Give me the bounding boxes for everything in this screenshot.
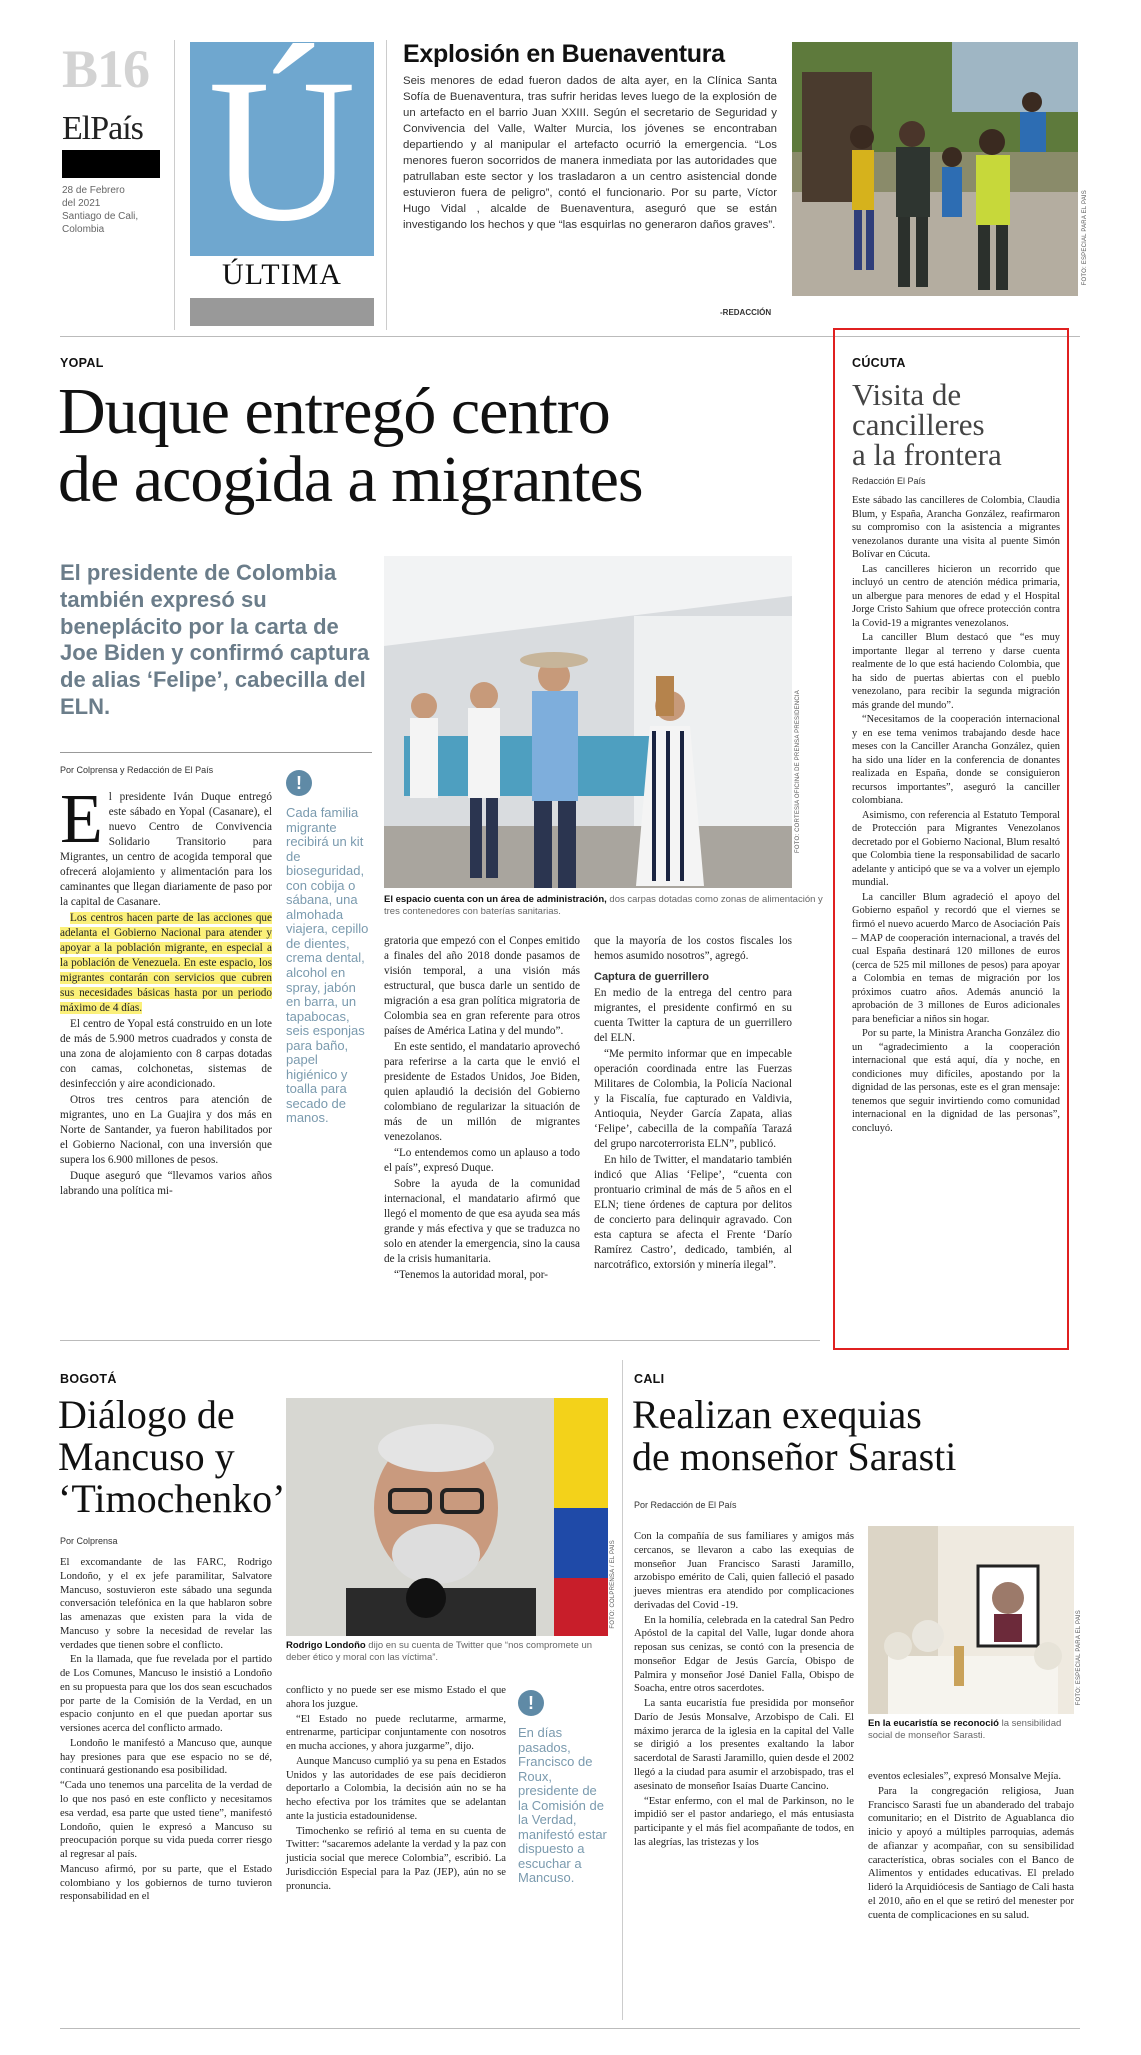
bogota-col2 xyxy=(286,1684,506,1894)
date-line: del 2021 xyxy=(62,198,101,209)
main-byline: Por Colprensa y Redacción de El País xyxy=(60,765,214,775)
main-col3 xyxy=(594,934,792,1274)
bogota-headline xyxy=(58,1394,285,1520)
paragraph: El excomandante de las FARC, Rodrigo Londoño, y el ex jefe paramilitar, Salvatore Mancuso, sostuvieron este sábado una segunda conversación telefónica en la que hablaron sobre las amenazas que existen para la vida de Mancuso y sobre la necesidad de revelar las verdades que tienen sobre el conflicto. xyxy=(60,1557,272,1651)
cucuta-kicker: CÚCUTA xyxy=(852,356,906,370)
date-line: Colombia xyxy=(62,224,105,235)
bogota-kicker: BOGOTÁ xyxy=(60,1372,117,1386)
date-block xyxy=(62,184,138,236)
cali-photo xyxy=(868,1526,1074,1714)
cali-kicker: CALI xyxy=(634,1372,665,1386)
headline-line: cancilleres xyxy=(852,407,985,442)
top-story-body: Seis menores de edad fueron dados de alta ayer, en la Clínica Santa Sofía de Buenaventura, tras sufrir heridas leves luego de la explosión de un artefacto en el barrio Juan XXIII. Según el secretario de Seguridad y Convivencia del Valle, Walter Murcia, los jóvenes se encontraban departiendo y al manipular el artefacto ocurrió la emergencia. “Los menores fueron socorridos de manera inmediata por las autoridades que patrullaban este sector y los trasladaron a un centro asistencial donde estuvieron fuera de peligro”, contó el funcionario. Por su parte, Víctor Hugo Vidal , alcalde de Buenaventura, aseguró que se están investigando los hechos y que “las esquirlas no generaron daños graves”. xyxy=(403,75,777,231)
top-story-signature: -REDACCIÓN xyxy=(720,308,772,317)
headline-line: ‘Timochenko’ xyxy=(58,1476,286,1521)
main-col1 xyxy=(60,781,272,1200)
headline-line: de monseñor Sarasti xyxy=(632,1434,957,1479)
redaction-bar xyxy=(62,150,160,178)
bogota-photo xyxy=(286,1398,608,1636)
paragraph: En medio de la entrega del centro para migrantes, el presidente confirmó en su cuenta Twitter la captura de un guerrillero del ELN. xyxy=(594,986,792,1044)
top-story-title: Explosión en Buenaventura xyxy=(403,40,725,68)
headline-line: Diálogo de xyxy=(58,1392,235,1437)
main-quote: Cada familia migrante recibirá un kit de bioseguridad, con cobija o sábana, una almohada viajera, cepillo de dientes, crema dental, alcohol en spray, jabón en barra, un tapabocas, seis esponjas para baño, papel higiénico y toalla para secado de manos. xyxy=(286,805,369,1126)
paragraph: “El Estado no puede reclutarme, armarme, entrenarme, participar conjuntamente con nosotros en mucha acciones, y ahora juzgarme”, dijo. xyxy=(286,1713,506,1753)
section-logo-letter: Ú xyxy=(207,37,357,264)
date-line: Santiago de Cali, xyxy=(62,211,139,222)
paragraph: conflicto y no puede ser ese mismo Estado el que ahora los juzgue. xyxy=(286,1685,506,1710)
section-logo xyxy=(190,37,374,296)
date-line: 28 de Febrero xyxy=(62,185,125,196)
cali-photo-credit: FOTO: ESPECIAL PARA EL PAÍS xyxy=(1076,1610,1082,1706)
caption-bold: Rodrigo Londoño xyxy=(286,1640,366,1651)
paragraph: La santa eucaristía fue presidida por monseñor Darío de Jesús Monsalve, Arzobispo de Cali. El máximo jerarca de la iglesia en la capital del Valle se dirigió a los presentes exaltando la labor sacerdotal de Sarasti Jaramillo, quien desde el 2002 llegó a la ciudad para asumir el arzobispado, tras el asesinato de monseñor Isaías Duarte Cancino. xyxy=(634,1698,854,1792)
main-kicker: YOPAL xyxy=(60,356,104,370)
cali-col1 xyxy=(634,1530,854,1851)
paragraph: eventos eclesiales”, expresó Monsalve Mejía. xyxy=(868,1771,1061,1782)
paragraph: La canciller Blum agradeció el apoyo del Gobierno español y recordó que el viernes se firmó el nuevo acuerdo Marco de Asociación País – MAP de cooperación internacional, a través del cual España destinará 120 millones de euros (cerca de 525 mil millones de pesos) para apoyar a Colombia en temas de migración por los próximos cuatro años. Además anunció la aprobación de 3 millones de Euros adicionales para beneficiar a niños sin hogar. xyxy=(852,891,1060,1025)
headline-line: Duque entregó centro xyxy=(58,375,610,448)
headline-line: Realizan exequias xyxy=(632,1392,922,1437)
paragraph: Para la congregación religiosa, Juan Francisco Sarasti fue un abanderado del trabajo comunitario; en el Distrito de Aguablanca dio inicio y apoyó a múltiples parroquias, además de afianzar y acompañar, con su sensibilidad característica, obras sociales con el Banco de Alimentos y entidades educativas. El prelado lideró la Arquidiócesis de Santiago de Cali hasta el 2010, año en el que se retiró del menester por cuenta de complicaciones en su salud. xyxy=(868,1785,1074,1921)
paragraph: l presidente Iván Duque entregó este sábado en Yopal (Casanare), el nuevo Centro de Convivencia Solidario Transitorio para Migrantes, un centro de acogida temporal que ofrecerá alojamiento y alimentación para los caminantes que llegan diariamente de paso por la capital de Casanare. xyxy=(60,791,272,908)
section-logo-underbar xyxy=(190,298,374,326)
headline-line: de acogida a migrantes xyxy=(58,443,643,516)
top-photo-credit: FOTO: ESPECIAL PARA EL PAÍS xyxy=(1082,190,1088,286)
funeral-altar-image xyxy=(868,1526,1074,1714)
bogota-col1 xyxy=(60,1556,272,1905)
paragraph: “Lo entendemos como un aplauso a todo el país”, expresó Duque. xyxy=(384,1147,580,1174)
paper-logo: ElPaís xyxy=(62,110,143,147)
paragraph: que la mayoría de los costos fiscales los hemos asumido nosotros”, agregó. xyxy=(594,935,792,962)
cucuta-byline: Redacción El País xyxy=(852,476,926,486)
highlighted-paragraph: Los centros hacen parte de las acciones que adelanta el Gobierno Nacional para atender y apoyar a la población migrante, en especial a la población de Venezuela. En este espacio, los migrantes contarán con servicios que cubren sus necesidades básicas hasta por un periodo máximo de 4 días. xyxy=(60,912,272,1014)
police-scene-image xyxy=(792,42,1078,296)
section-logo-name: ÚLTIMA xyxy=(222,258,342,291)
paragraph: “Estar enfermo, con el mal de Parkinson, no le impidió ser el pastor andariego, el más entusiasta participante y el más fiel acompañante de todos, en las alegrías, las tristezas y los xyxy=(634,1795,854,1848)
cali-headline xyxy=(632,1394,956,1478)
paragraph: Este sábado las cancilleres de Colombia, Claudia Blum, y España, Arancha González, reafirmaron su compromiso con la asistencia a migrantes venezolanos durante una visita al puente Simón Bolívar en Cúcuta. xyxy=(852,495,1060,561)
londono-portrait-image xyxy=(286,1398,608,1636)
paragraph: “Me permito informar que en impecable operación coordinada entre las Fuerzas Militares de Colombia, la Policía Nacional y la Fiscalía, fue capturado en Valdivia, Antioquia, Neyder García Zapata, alias ‘Felipe’, cabecilla de la compañía Tarazá del grupo narcoterrorista ELN”, publicó. xyxy=(594,1047,792,1150)
main-photo-credit: FOTO: CORTESÍA OFICINA DE PRENSA PRESIDENCIA xyxy=(795,690,801,853)
top-story-photo xyxy=(792,42,1078,296)
paragraph: En la llamada, que fue revelada por el partido de Los Comunes, Mancuso le insistió a Londoño en su propuesta para que los dos sean escuchados por parte de la Comisión de la Verdad, en un espacio conjunto en el que puedan aportar sus versiones acerca del conflicto armado. xyxy=(60,1654,272,1735)
paragraph: Timochenko se refirió al tema en su cuenta de Twitter: “sacaremos adelante la verdad y la paz con justicia social que merece Colombia”, escribió. La Jurisdicción Especial para la Paz (JEP), aún no se pronuncia. xyxy=(286,1825,506,1892)
cucuta-body xyxy=(852,494,1060,1136)
headline-line: Visita de xyxy=(852,377,962,412)
caption-text: la sensibilidad social de monseñor Sarasti. xyxy=(868,1718,1062,1742)
migrant-center-image xyxy=(384,556,792,888)
paragraph: Otros tres centros para atención de migrantes, uno en La Guajira y dos más en Norte de Santander, ya fueron habilitados por el Gobierno Nacional, con una inversión que supera los 6.900 millones de pesos. xyxy=(60,1094,272,1166)
cali-col2 xyxy=(868,1770,1074,1923)
cucuta-headline xyxy=(852,377,1002,472)
bogota-caption xyxy=(286,1640,608,1665)
main-headline xyxy=(58,375,643,516)
paragraph: “Cada uno tenemos una parcelita de la verdad de lo que nos pasó en este conflicto y necesitamos esa verdad, esa parte que usted tiene”, manifestó Londoño, quien le expresó a Mancuso su preocupación porque su vida pueda correr riesgo al regresar al país. xyxy=(60,1780,272,1861)
paragraph: En hilo de Twitter, el mandatario también indicó que Alias ‘Felipe’, “cuenta con prontuario criminal de más de 5 años en el ELN; tiene órdenes de captura por delitos de concierto para delinquir agravado. Con esta captura se afecta el Frente ‘Darío Ramírez Castro’, dedicado, también, al narcotráfico, extorsión y minería ilegal”. xyxy=(594,1153,792,1271)
main-col2 xyxy=(384,934,580,1284)
paragraph: En este sentido, el mandatario aprovechó para referirse a la carta que le envió el presidente de Estados Unidos, Joe Biden, quien aplaudió la decisión del Gobierno colombiano de regularizar la situación de más de un millón de migrantes venezolanos. xyxy=(384,1041,580,1143)
cali-byline: Por Redacción de El País xyxy=(634,1500,737,1510)
paragraph: Sobre la ayuda de la comunidad internacional, el mandatario afirmó que llegó el momento de que esa ayuda sea más grande y más efectiva y que se traduzca no solo en atender la emergencia, sino la causa de la crisis humanitaria. xyxy=(384,1178,580,1265)
paragraph: “Necesitamos de la cooperación internacional y en ese tema venimos trabajando desde hace meses con la Canciller Arancha González, quien ha sido una líder en la conferencia de donantes realizada en España, donde se consiguieron recursos importantes”, aseguró la canciller colombiana. xyxy=(852,714,1060,807)
bogota-byline: Por Colprensa xyxy=(60,1536,118,1546)
caption-text: dos carpas dotadas como zonas de alimentación y tres contenedores con baterías sanitarias. xyxy=(384,894,823,918)
subheading: Captura de guerrillero xyxy=(594,971,709,983)
main-deck: El presidente de Colombia también expresó su beneplácito por la carta de Joe Biden y confirmó captura de alias ‘Felipe’, cabecilla del ELN. xyxy=(60,560,370,720)
bogota-photo-credit: FOTO: COLPRENSA / EL PAÍS xyxy=(610,1540,616,1629)
main-photo xyxy=(384,556,792,888)
info-icon: ! xyxy=(286,770,312,796)
paragraph: En la homilía, celebrada en la catedral San Pedro Apóstol de la capital del Valle, lugar donde ahora reposan sus cenizas, se contó con la presencia de monseñor Edgar de Jesús García, Obispo de Palmira y monseñor José Daniel Falla, Obispo de Soacha, entre otros sacerdotes. xyxy=(634,1614,854,1695)
paragraph: Mancuso afirmó, por su parte, que el Estado colombiano y los gobiernos de turno tuvieron responsabilidad en el xyxy=(60,1863,272,1903)
headline-line: Mancuso y xyxy=(58,1434,235,1479)
paragraph: Duque aseguró que “llevamos varios años labrando una política mi- xyxy=(60,1170,272,1197)
paragraph: Por su parte, la Ministra Arancha González dio un “agradecimiento a la cooperación internacional que está aquí, día y noche, en condiciones muy difíciles, apostando por la dignidad de las personas, este es el gran mensaje: tenemos que seguir invirtiendo como comunidad internacional en la dignidad de las personas”, concluyó. xyxy=(852,1028,1060,1134)
headline-line: a la frontera xyxy=(852,437,1002,472)
bogota-quote: En días pasados, Francisco de Roux, presidente de la Comisión de la Verdad, manifestó estar dispuesto a escuchar a Mancuso. xyxy=(518,1725,607,1886)
cali-caption xyxy=(868,1718,1074,1743)
paragraph: Con la compañía de sus familiares y amigos más cercanos, se llevaron a cabo las exequias de monseñor Juan Francisco Sarasti Jaramillo, arzobispo emérito de Cali, quien falleció el pasado jueves mientras era atendido por complicaciones derivadas del Covid -19. xyxy=(634,1531,854,1611)
paragraph: “Tenemos la autoridad moral, por- xyxy=(394,1269,549,1281)
caption-bold: En la eucaristía se reconoció xyxy=(868,1718,999,1729)
main-caption xyxy=(384,894,824,919)
paragraph: Aunque Mancuso cumplió ya su pena en Estados Unidos y las autoridades de ese país decidieron deportarlo a Colombia, la decisión aún no se ha hecho efectiva por los trámites que se adelantan ante la justicia estadounidense. xyxy=(286,1755,506,1822)
dropcap: E xyxy=(60,781,103,858)
paragraph: El centro de Yopal está construido en un lote de más de 5.900 metros cuadrados y consta de una zona de alojamiento con 8 carpas dotadas con camas, colchonetas, sistemas de desinfección y aire acondicionado. xyxy=(60,1018,272,1090)
caption-text: dijo en su cuenta de Twitter que “nos compromete un deber ético y moral con las víctima”. xyxy=(286,1640,593,1664)
caption-bold: El espacio cuenta con un área de administración, xyxy=(384,894,607,905)
paragraph: gratoria que empezó con el Conpes emitido a finales del año 2018 donde pasamos de visión temporal, a una visión más estructural, que busca darle un sentido de migración a esa gran política migratoria de Colombia sea en gran referente para otros países de América Latina y del mundo”. xyxy=(384,935,580,1037)
paragraph: La canciller Blum destacó que “es muy importante llegar al terreno y darse cuenta realmente de lo que está haciendo Colombia, que ha sido de puertas abiertas con el pueblo venezolano, para recibir la segunda migración más grande del mundo”. xyxy=(852,632,1060,711)
page-number: B16 xyxy=(62,39,150,99)
info-icon: ! xyxy=(518,1690,544,1716)
paragraph: Las cancilleres hicieron un recorrido que incluyó un centro de atención médica primaria, un albergue para menores de edad y el Hospital Jorge Cristo Sahium que ofrece protección contra la Covid-19 a migrantes venezolanos. xyxy=(852,563,1060,629)
paragraph: Londoño le manifestó a Mancuso que, aunque hay presiones para que ese espacio no se dé, continuará gestionando esa posibilidad. xyxy=(60,1737,272,1777)
paragraph: Asimismo, con referencia al Estatuto Temporal de Protección para Migrantes Venezolanos decretado por el Gobierno Nacional, Blum resaltó que Colombia tiene la responsabilidad de sacarlo adelante y anticipó que se va a volver un ejemplo mundial. xyxy=(852,809,1060,889)
